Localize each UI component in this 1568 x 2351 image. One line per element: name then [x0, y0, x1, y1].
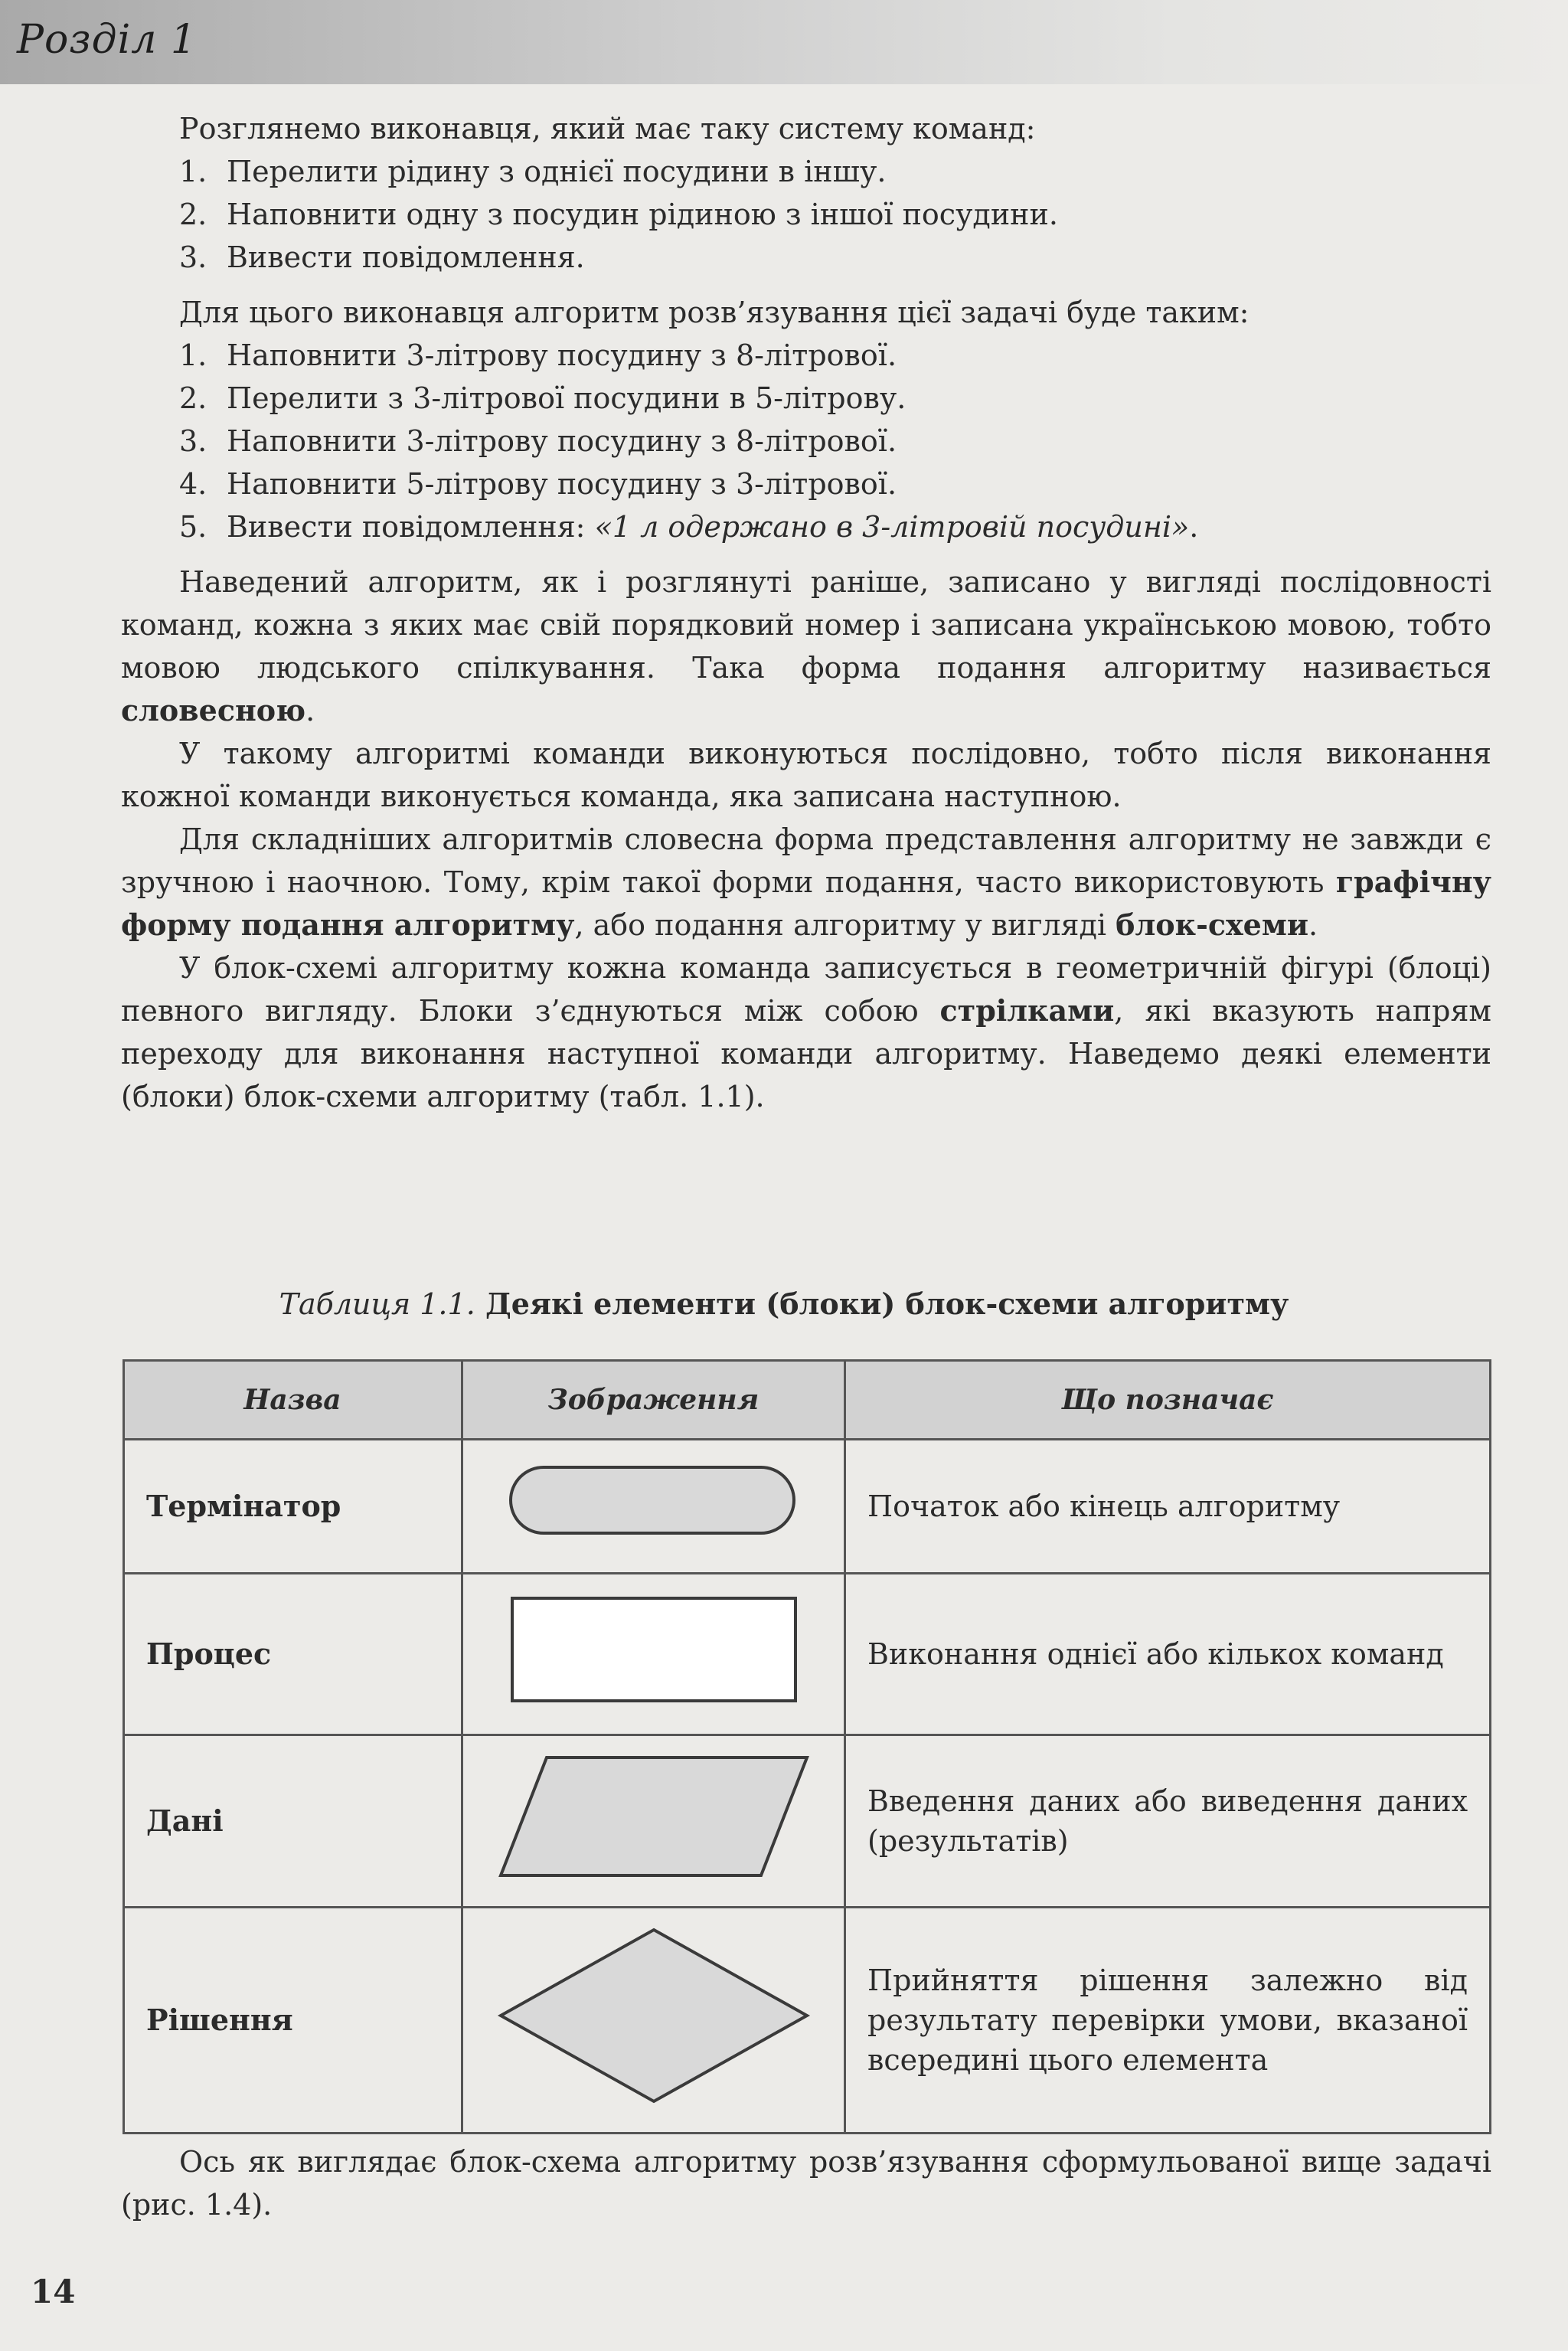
table-row — [124, 1735, 1491, 1908]
paragraph-block-scheme: У блок-схемі алгоритму кожна команда записується в геометричній фігурі (блоці) певного вигляду. Блоки з’єднуються між собою стрілками, які вказують напрям переходу для виконання наступної команди алгоритму. Наведемо деякі елементи (блоки) блок-схеми алгоритму (табл. 1.1). — [121, 951, 1491, 1113]
main-content — [121, 107, 1491, 1118]
block-meaning: Введення даних або виведення даних (результатів) — [845, 1735, 1491, 1908]
list-item: 2. Наповнити одну з посудин рідиною з іншої посудини. — [179, 198, 1058, 231]
parallelogram-shape-icon — [493, 1751, 815, 1882]
paragraph-verbal-form: Наведений алгоритм, як і розглянуті раніше, записано у вигляді послідовності команд, кожна з яких має свій порядковий номер і записана українською мовою, тобто мовою людського спілкування. Така форма подання алгоритму називається словесною. — [121, 565, 1491, 728]
intro-text: Розглянемо виконавця, який має таку систему команд: — [179, 112, 1036, 146]
block-meaning: Виконання однієї або кількох команд — [845, 1574, 1491, 1735]
paragraph-sequential: У такому алгоритмі команди виконуються послідовно, тобто після виконання кожної команди виконується команда, яка записана наступною. — [121, 737, 1491, 813]
algorithm-intro: Для цього виконавця алгоритм розв’язування цієї задачі буде таким: — [179, 296, 1250, 329]
page-number: 14 — [31, 2273, 76, 2310]
block-name: Рішення — [124, 1908, 462, 2134]
block-meaning: Початок або кінець алгоритму — [845, 1440, 1491, 1574]
steps-list — [179, 334, 1491, 548]
commands-list — [179, 150, 1491, 279]
column-header-image: Зображення — [462, 1361, 845, 1440]
column-header-name: Назва — [124, 1361, 462, 1440]
column-header-meaning: Що позначає — [845, 1361, 1491, 1440]
list-item: 4. Наповнити 5-літрову посудину з 3-літрової. — [179, 467, 897, 501]
list-item: 3. Вивести повідомлення. — [179, 240, 585, 274]
process-shape-icon — [505, 1592, 803, 1707]
table-row — [124, 1908, 1491, 2134]
table-caption: Таблиця 1.1. Деякі елементи (блоки) блок-схеми алгоритму — [279, 1287, 1289, 1321]
list-item: 1. Наповнити 3-літрову посудину з 8-літрової. — [179, 338, 897, 372]
block-name: Процес — [124, 1574, 462, 1735]
data-shape-cell — [462, 1735, 845, 1908]
terminator-shape-cell — [462, 1440, 845, 1574]
block-name: Термінатор — [124, 1440, 462, 1574]
list-item: 2. Перелити з 3-літрової посудини в 5-літрову. — [179, 381, 906, 415]
header-band — [0, 0, 1568, 84]
list-item: 5. Вивести повідомлення: «1 л одержано в 3-літровій посудині». — [179, 510, 1199, 544]
decision-shape-cell — [462, 1908, 845, 2134]
process-shape-cell — [462, 1574, 845, 1735]
list-item: 1. Перелити рідину з однієї посудини в іншу. — [179, 155, 887, 188]
flowchart-blocks-table — [122, 1359, 1491, 2134]
table-header-row — [124, 1361, 1491, 1440]
block-name: Дані — [124, 1735, 462, 1908]
list-item: 3. Наповнити 3-літрову посудину з 8-літрової. — [179, 424, 897, 458]
table-row — [124, 1574, 1491, 1735]
diamond-shape-icon — [493, 1924, 815, 2107]
block-meaning: Прийняття рішення залежно від результату перевірки умови, вказаної всередині цього елемента — [845, 1908, 1491, 2134]
section-label: Розділ 1 — [17, 17, 197, 63]
paragraph-graphic-form: Для складніших алгоритмів словесна форма представлення алгоритму не завжди є зручною і наочною. Тому, крім такої форми подання, часто використовують графічну форму подання алгоритму, або подання алгоритму у вигляді блок-схеми. — [121, 822, 1491, 942]
closing-paragraph: Ось як виглядає блок-схема алгоритму розв’язування сформульованої вище задачі (рис. 1.4). — [121, 2145, 1491, 2222]
table-row — [124, 1440, 1491, 1574]
terminator-shape-icon — [505, 1460, 803, 1544]
